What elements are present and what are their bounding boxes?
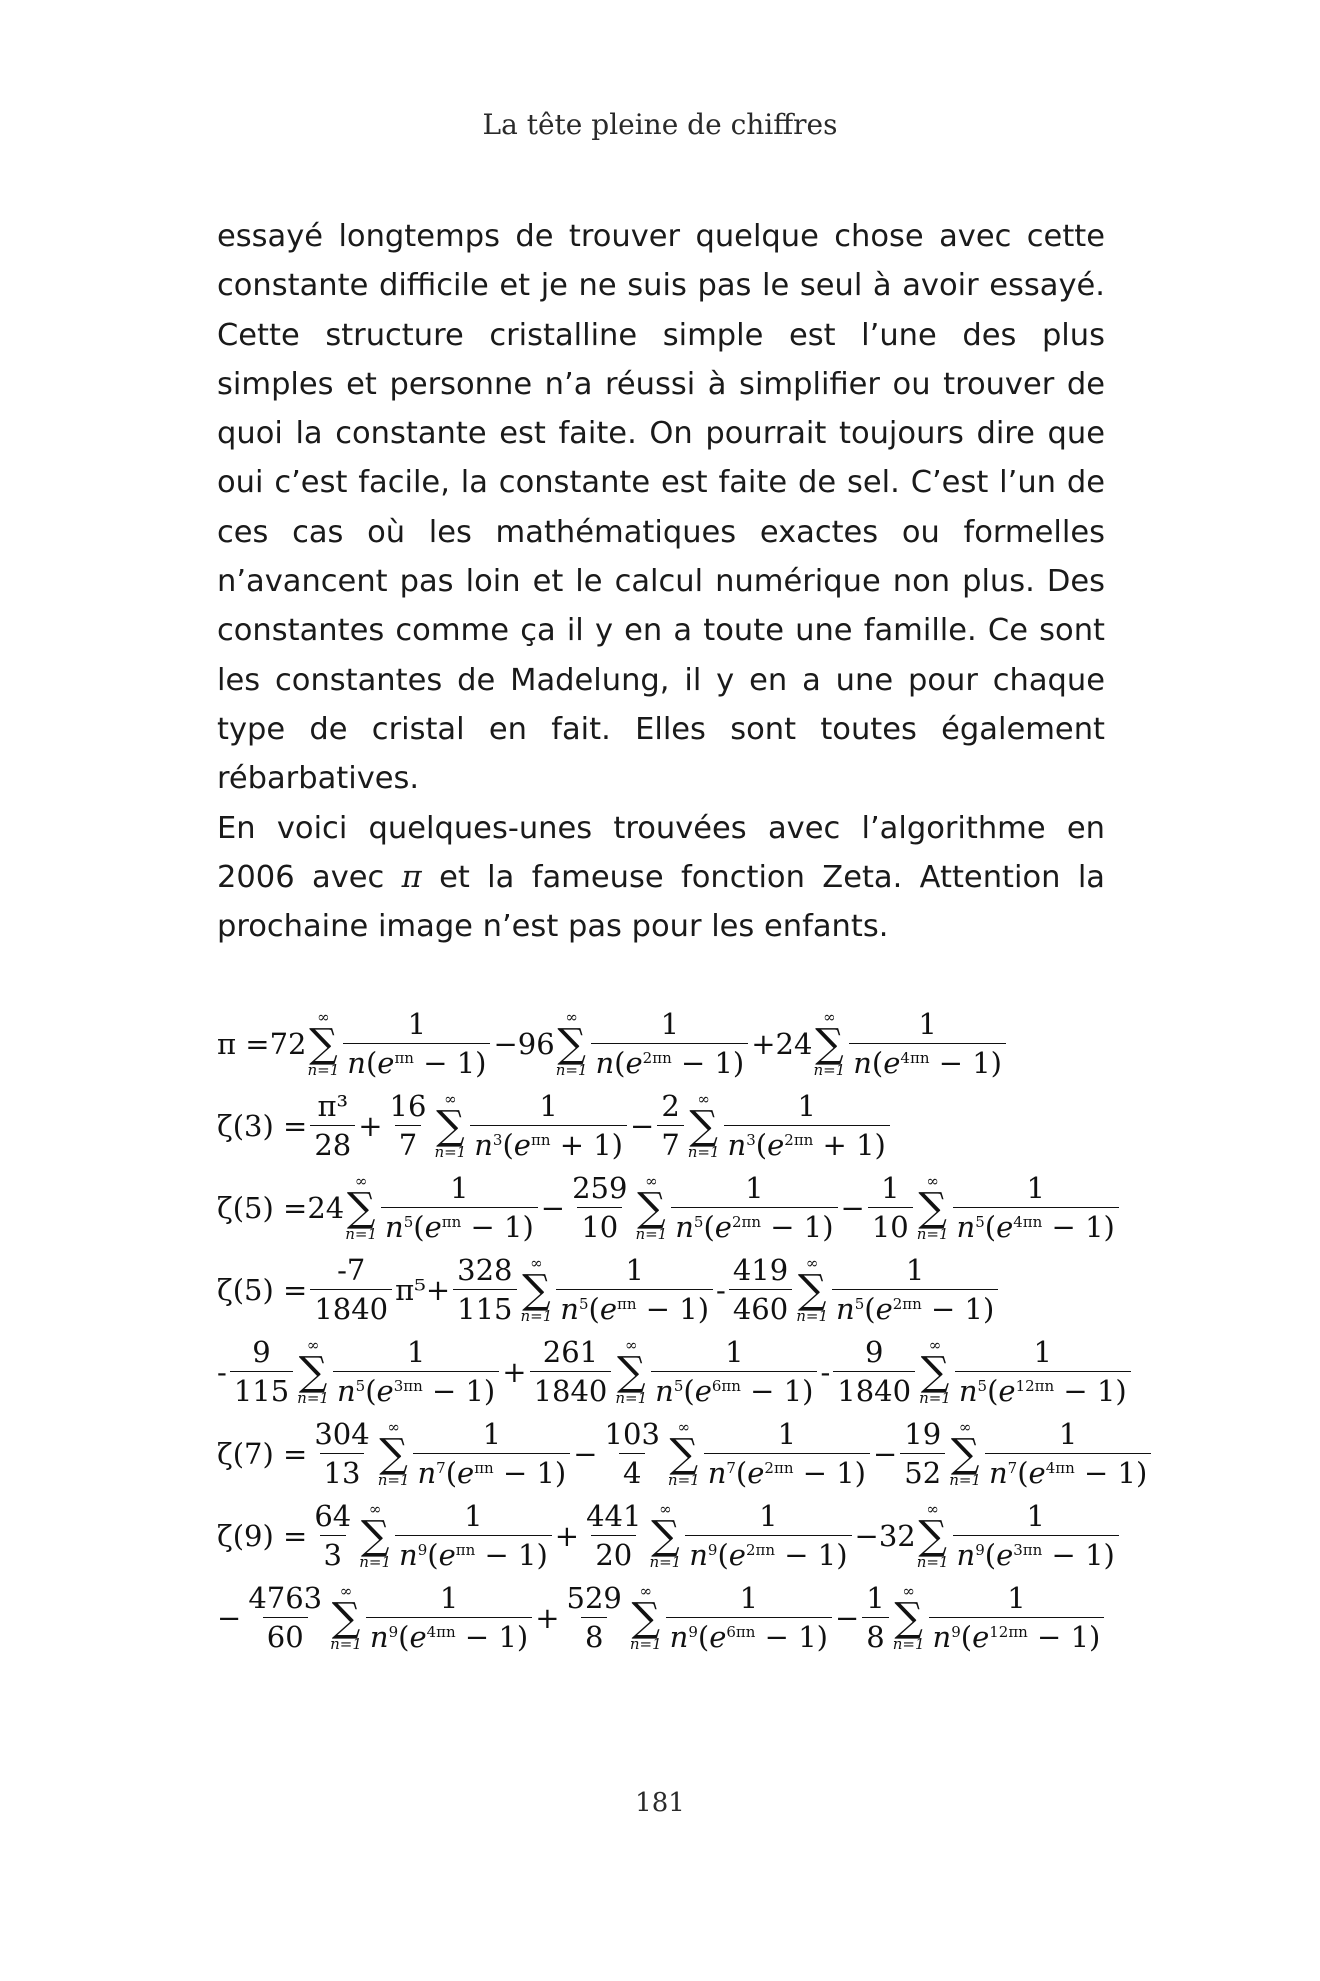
summation	[378, 1420, 410, 1488]
sum-lower-limit: n=1	[345, 1225, 378, 1243]
series-fraction	[929, 1582, 1105, 1655]
numerator: 328	[457, 1252, 513, 1287]
pi-power: π⁵	[395, 1273, 426, 1307]
numerator: 1	[1058, 1416, 1078, 1451]
sum-upper-limit: ∞	[697, 1090, 710, 1108]
series-fraction	[651, 1336, 817, 1409]
series-fraction	[366, 1582, 532, 1655]
sum-upper-limit: ∞	[368, 1500, 382, 1518]
operator: +	[535, 1601, 560, 1635]
coefficient: 72	[269, 1027, 307, 1061]
body-text	[217, 212, 1105, 951]
fraction	[729, 1254, 792, 1327]
denominator: $n^5(e^{12\pi n} - 1)$	[955, 1371, 1131, 1408]
sigma-symbol: ∑	[651, 1513, 680, 1559]
sum-lower-limit: n=1	[916, 1553, 949, 1571]
formula-lhs: ζ(5) =	[217, 1191, 308, 1225]
sum-lower-limit: n=1	[330, 1635, 362, 1653]
summation	[688, 1092, 720, 1160]
sum-lower-limit: n=1	[796, 1307, 828, 1325]
operator: +	[425, 1273, 451, 1307]
operator: −	[217, 1601, 242, 1635]
formula-line	[217, 1249, 1117, 1331]
sigma-symbol: ∑	[616, 1349, 646, 1395]
sum-upper-limit: ∞	[306, 1336, 320, 1354]
formula-line	[217, 1003, 1117, 1085]
denominator: 52	[900, 1453, 945, 1490]
operator: -	[217, 1355, 227, 1389]
sigma-symbol: ∑	[920, 1349, 950, 1395]
numerator: 529	[566, 1580, 622, 1615]
denominator: $n^7(e^{4\pi n} - 1)$	[985, 1453, 1151, 1490]
series-fraction	[591, 1008, 748, 1081]
sigma-symbol: ∑	[894, 1595, 923, 1641]
sum-upper-limit: ∞	[677, 1418, 691, 1436]
sum-lower-limit: n=1	[359, 1553, 392, 1571]
series-fraction	[671, 1172, 837, 1245]
summation	[330, 1584, 362, 1652]
running-header: La tête pleine de chiffres	[482, 108, 838, 141]
summation	[917, 1174, 949, 1242]
sum-lower-limit: n=1	[916, 1225, 949, 1243]
paragraph-2-start: En voici quelques-unes trouvées avec l’algorithme en 2006 avec	[217, 810, 1105, 895]
numerator: 1	[777, 1416, 797, 1451]
sum-upper-limit: ∞	[902, 1582, 915, 1600]
numerator: 419	[732, 1252, 789, 1287]
sum-upper-limit: ∞	[659, 1500, 672, 1518]
denominator: $n(e^{\pi n} - 1)$	[343, 1043, 490, 1080]
sum-upper-limit: ∞	[928, 1336, 942, 1354]
summation	[359, 1502, 391, 1570]
denominator: 460	[729, 1289, 792, 1326]
numerator: 1	[464, 1498, 483, 1533]
fraction	[900, 1418, 945, 1491]
denominator: $n(e^{4\pi n} - 1)$	[849, 1043, 1006, 1080]
formula-lhs: ζ(5) =	[217, 1273, 308, 1307]
series-fraction	[343, 1008, 490, 1081]
summation	[297, 1338, 329, 1406]
formula-lhs: ζ(3) =	[217, 1109, 308, 1143]
denominator: $n^9(e^{\pi n} - 1)$	[395, 1535, 552, 1572]
sum-upper-limit: ∞	[823, 1008, 836, 1026]
operator: −	[540, 1191, 566, 1225]
summation	[796, 1256, 828, 1324]
fraction	[563, 1582, 626, 1655]
numerator: 1	[1033, 1334, 1052, 1369]
paragraph-1: essayé longtemps de trouver quelque chose avec cette constante difficile et je ne suis pas le seul à avoir essayé. Cette structure cristalline simple est l’une des plus simples et personne n’a réussi à simplifier ou trouver de quoi la constante est faite. On pourrait toujours dire que oui c’est facile, la constante est faite de sel. C’est l’un de ces cas où les mathématiques exactes ou formelles n’avancent pas loin et le calcul numérique non plus. Des constantes comme ça il y en a toute une famille. Ce sont les constantes de Madelung, il y en a une pour chaque type de cristal en fait. Elles sont toutes également rébarbatives.	[217, 219, 1105, 797]
series-fraction	[704, 1418, 870, 1491]
summation	[813, 1010, 845, 1078]
sigma-symbol: ∑	[950, 1431, 980, 1477]
denominator: $n^7(e^{2\pi n} - 1)$	[704, 1453, 870, 1490]
fraction	[568, 1172, 631, 1245]
numerator: 1	[918, 1006, 937, 1041]
operator: −	[872, 1437, 898, 1471]
denominator: 28	[310, 1125, 355, 1162]
sum-upper-limit: ∞	[530, 1254, 543, 1272]
series-fraction	[381, 1172, 538, 1245]
series-fraction	[724, 1090, 890, 1163]
summation	[649, 1502, 681, 1570]
sum-lower-limit: n=1	[377, 1471, 410, 1489]
numerator: 1	[660, 1006, 680, 1041]
summation	[635, 1174, 667, 1242]
sum-lower-limit: n=1	[520, 1307, 553, 1325]
formula-line	[217, 1331, 1127, 1413]
denominator: 7	[657, 1125, 683, 1162]
sigma-symbol: ∑	[346, 1185, 376, 1231]
numerator: 1	[539, 1088, 558, 1123]
series-fraction	[953, 1500, 1119, 1573]
fraction	[833, 1336, 915, 1409]
summation	[949, 1420, 981, 1488]
denominator: $n^5(e^{2\pi n} - 1)$	[671, 1207, 837, 1244]
coefficient: 24	[775, 1027, 813, 1061]
sum-upper-limit: ∞	[625, 1336, 638, 1354]
formula-line	[217, 1167, 1117, 1249]
numerator: 304	[314, 1416, 370, 1451]
pi-symbol: π	[401, 859, 422, 895]
fraction	[453, 1254, 516, 1327]
operator: −	[840, 1191, 865, 1225]
numerator: 9	[252, 1334, 271, 1369]
operator: +	[358, 1109, 383, 1143]
denominator: 1840	[530, 1371, 612, 1408]
sigma-symbol: ∑	[815, 1021, 844, 1067]
formula-lhs: ζ(7) =	[217, 1437, 308, 1471]
numerator: 1	[797, 1088, 816, 1123]
numerator: 1	[482, 1416, 502, 1451]
sigma-symbol: ∑	[309, 1021, 338, 1067]
page-number: 181	[635, 1788, 685, 1818]
denominator: $n^9(e^{2\pi n} - 1)$	[685, 1535, 851, 1572]
formula-lhs: π =	[217, 1027, 270, 1061]
denominator: 10	[868, 1207, 913, 1244]
series-fraction	[413, 1418, 570, 1491]
numerator: 19	[904, 1416, 942, 1451]
sigma-symbol: ∑	[918, 1185, 947, 1231]
operator: −	[834, 1601, 860, 1635]
fraction	[386, 1090, 431, 1163]
denominator: 115	[453, 1289, 516, 1326]
summation	[630, 1584, 662, 1652]
sum-lower-limit: n=1	[667, 1471, 700, 1489]
series-fraction	[955, 1336, 1131, 1409]
denominator: 7	[395, 1125, 421, 1162]
summation	[345, 1174, 377, 1242]
denominator: $n^5(e^{2\pi n} - 1)$	[832, 1289, 998, 1326]
sigma-symbol: ∑	[918, 1513, 947, 1559]
summation	[893, 1584, 925, 1652]
numerator: 16	[389, 1088, 427, 1123]
fraction	[244, 1582, 326, 1655]
sigma-symbol: ∑	[797, 1267, 827, 1313]
denominator: 4	[619, 1453, 645, 1490]
denominator: 1840	[833, 1371, 915, 1408]
numerator: 103	[604, 1416, 660, 1451]
denominator: $n^9(e^{12\pi n} - 1)$	[929, 1617, 1105, 1654]
operator: +	[751, 1027, 776, 1061]
summation	[521, 1256, 553, 1324]
fraction	[230, 1336, 293, 1409]
numerator: 441	[586, 1498, 642, 1533]
numerator: 4763	[248, 1580, 323, 1615]
denominator: $n^9(e^{3\pi n} - 1)$	[953, 1535, 1119, 1572]
sum-lower-limit: n=1	[687, 1143, 720, 1161]
series-fraction	[985, 1418, 1151, 1491]
numerator: 1	[745, 1170, 764, 1205]
numerator: 1	[759, 1498, 778, 1533]
numerator: 1	[739, 1580, 759, 1615]
sigma-symbol: ∑	[379, 1431, 408, 1477]
sum-lower-limit: n=1	[919, 1389, 951, 1407]
denominator: $n^5(e^{4\pi n} - 1)$	[953, 1207, 1119, 1244]
sum-lower-limit: n=1	[813, 1061, 846, 1079]
sum-lower-limit: n=1	[649, 1553, 682, 1571]
summation	[307, 1010, 339, 1078]
sigma-symbol: ∑	[298, 1349, 328, 1395]
numerator: 1	[1026, 1170, 1045, 1205]
sum-lower-limit: n=1	[949, 1471, 981, 1489]
fraction	[601, 1418, 664, 1491]
formula-line	[217, 1495, 1117, 1577]
sum-upper-limit: ∞	[317, 1008, 330, 1026]
formula-line	[217, 1413, 1148, 1495]
sum-lower-limit: n=1	[635, 1225, 668, 1243]
fraction	[310, 1254, 392, 1327]
denominator: 8	[862, 1617, 888, 1654]
sum-upper-limit: ∞	[645, 1172, 658, 1190]
numerator: 1	[725, 1334, 744, 1369]
fraction	[657, 1090, 683, 1163]
numerator: 1	[439, 1580, 459, 1615]
sum-upper-limit: ∞	[926, 1172, 939, 1190]
coefficient: 96	[517, 1027, 555, 1061]
operator: +	[554, 1519, 580, 1553]
denominator: $n^5(e^{6\pi n} - 1)$	[651, 1371, 817, 1408]
denominator: $n^5(e^{\pi n} - 1)$	[381, 1207, 538, 1244]
sum-lower-limit: n=1	[892, 1635, 925, 1653]
sum-upper-limit: ∞	[565, 1008, 578, 1026]
series-fraction	[953, 1172, 1119, 1245]
sum-upper-limit: ∞	[958, 1418, 972, 1436]
numerator: -7	[337, 1252, 366, 1287]
fraction	[310, 1090, 355, 1163]
operator: −	[854, 1519, 879, 1553]
denominator: $n^9(e^{6\pi n} - 1)$	[666, 1617, 832, 1654]
numerator: 1	[1007, 1580, 1026, 1615]
operator: −	[573, 1437, 598, 1471]
fraction	[530, 1336, 612, 1409]
numerator: 1	[450, 1170, 469, 1205]
sum-lower-limit: n=1	[615, 1389, 648, 1407]
series-fraction	[395, 1500, 552, 1573]
fraction	[310, 1418, 373, 1491]
operator: −	[493, 1027, 518, 1061]
sigma-symbol: ∑	[557, 1021, 586, 1067]
coefficient: 32	[878, 1519, 916, 1553]
numerator: 1	[866, 1580, 885, 1615]
paragraph-2-end: et la fameuse fonction Zeta. Attention la prochaine image n’est pas pour les enfants.	[217, 859, 1105, 945]
sum-upper-limit: ∞	[444, 1090, 457, 1108]
series-fraction	[666, 1582, 832, 1655]
fraction	[868, 1172, 913, 1245]
series-fraction	[556, 1254, 713, 1327]
numerator: 2	[661, 1088, 680, 1123]
denominator: 60	[263, 1617, 308, 1654]
fraction	[582, 1500, 645, 1573]
fraction	[310, 1500, 355, 1573]
denominator: $n^3(e^{\pi n} + 1)$	[470, 1125, 627, 1162]
denominator: 1840	[310, 1289, 392, 1326]
paragraph-2	[217, 804, 1105, 952]
summation	[919, 1338, 951, 1406]
summation	[668, 1420, 700, 1488]
sum-lower-limit: n=1	[555, 1061, 588, 1079]
numerator: 259	[572, 1170, 628, 1205]
coefficient: 24	[307, 1191, 345, 1225]
denominator: $n^3(e^{2\pi n} + 1)$	[724, 1125, 890, 1162]
summation	[917, 1502, 949, 1570]
operator: +	[502, 1355, 527, 1389]
sum-lower-limit: n=1	[307, 1061, 340, 1079]
sigma-symbol: ∑	[689, 1103, 718, 1149]
fraction	[862, 1582, 888, 1655]
denominator: 20	[591, 1535, 636, 1572]
denominator: $n(e^{2\pi n} - 1)$	[591, 1043, 748, 1080]
sigma-symbol: ∑	[669, 1431, 699, 1477]
operator: -	[820, 1355, 831, 1389]
numerator: 261	[542, 1334, 599, 1369]
formula-lhs: ζ(9) =	[217, 1519, 308, 1553]
numerator: 1	[1026, 1498, 1045, 1533]
summation	[434, 1092, 466, 1160]
series-fraction	[832, 1254, 998, 1327]
numerator: π³	[317, 1088, 349, 1123]
sum-upper-limit: ∞	[387, 1418, 400, 1436]
series-fraction	[849, 1008, 1006, 1081]
sum-upper-limit: ∞	[926, 1500, 939, 1518]
denominator: $n^7(e^{\pi n} - 1)$	[413, 1453, 570, 1490]
operator: -	[716, 1273, 726, 1307]
formula-image	[217, 1003, 1148, 1659]
summation	[615, 1338, 647, 1406]
sigma-symbol: ∑	[331, 1595, 361, 1641]
numerator: 1	[625, 1252, 644, 1287]
operator: −	[630, 1109, 655, 1143]
numerator: 64	[314, 1498, 352, 1533]
numerator: 1	[905, 1252, 925, 1287]
denominator: 8	[581, 1617, 607, 1654]
series-fraction	[685, 1500, 851, 1573]
formula-line	[217, 1085, 1117, 1167]
denominator: 13	[320, 1453, 365, 1490]
sigma-symbol: ∑	[631, 1595, 661, 1641]
sigma-symbol: ∑	[637, 1185, 666, 1231]
sigma-symbol: ∑	[360, 1513, 390, 1559]
formula-line	[217, 1577, 1117, 1659]
denominator: 3	[320, 1535, 346, 1572]
sigma-symbol: ∑	[436, 1103, 465, 1149]
numerator: 1	[881, 1170, 900, 1205]
sum-lower-limit: n=1	[297, 1389, 329, 1407]
denominator: 10	[577, 1207, 622, 1244]
sum-lower-limit: n=1	[434, 1143, 467, 1161]
sum-upper-limit: ∞	[354, 1172, 368, 1190]
sum-upper-limit: ∞	[639, 1582, 653, 1600]
sum-upper-limit: ∞	[339, 1582, 353, 1600]
series-fraction	[470, 1090, 627, 1163]
sum-lower-limit: n=1	[629, 1635, 662, 1653]
denominator: 115	[230, 1371, 293, 1408]
denominator: $n^9(e^{4\pi n} - 1)$	[366, 1617, 532, 1654]
numerator: 9	[864, 1334, 884, 1369]
series-fraction	[333, 1336, 499, 1409]
numerator: 1	[406, 1334, 426, 1369]
sigma-symbol: ∑	[522, 1267, 551, 1313]
numerator: 1	[407, 1006, 427, 1041]
sum-upper-limit: ∞	[805, 1254, 819, 1272]
summation	[556, 1010, 588, 1078]
denominator: $n^5(e^{3\pi n} - 1)$	[333, 1371, 499, 1408]
denominator: $n^5(e^{\pi n} - 1)$	[556, 1289, 713, 1326]
